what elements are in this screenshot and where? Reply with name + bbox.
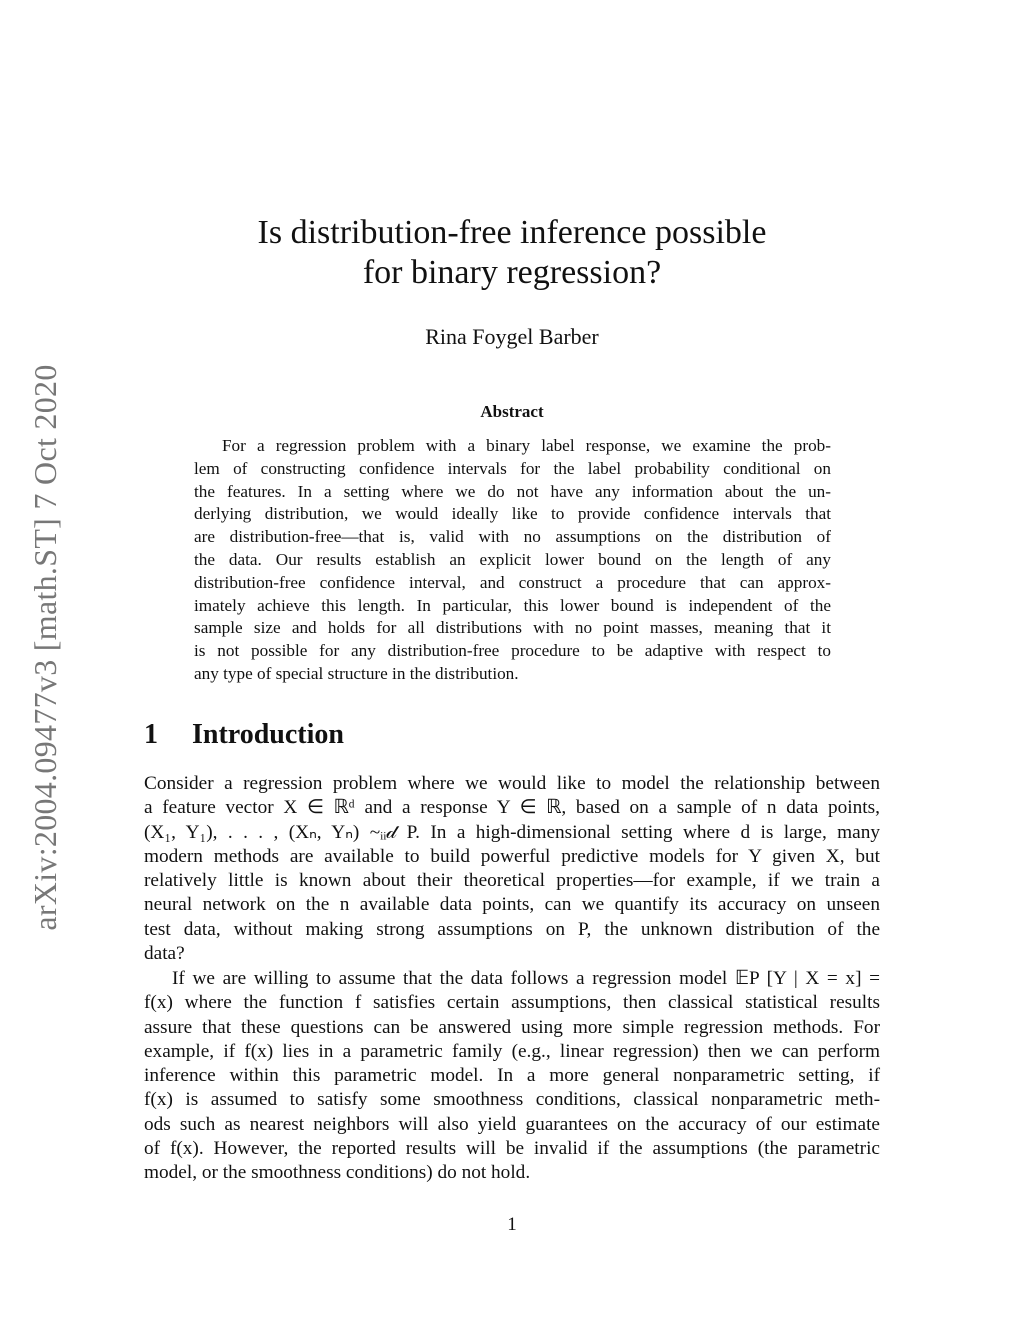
abstract-body (194, 435, 831, 686)
paper-title (200, 213, 824, 293)
section-heading (144, 719, 644, 751)
paragraph-line: test data, without making strong assumptions on P, the unknown distribution of the (144, 918, 880, 940)
paragraph-line: f(x) where the function f satisfies certain assumptions, then classical statistical results (144, 992, 880, 1014)
paragraph-line: inference within this parametric model. In a more general nonparametric setting, if (144, 1065, 880, 1087)
abstract-line: lem of constructing confidence intervals for the label probability conditional on (194, 458, 831, 478)
arxiv-identifier: arXiv:2004.09477v3 [math.ST] 7 Oct 2020 (27, 364, 63, 931)
section-title: Introduction (192, 719, 344, 750)
page-number: 1 (507, 1214, 517, 1235)
paragraph-line: relatively little is known about their theoretical properties—for example, if we train a (144, 870, 880, 892)
abstract-line: imately achieve this length. In particular, this lower bound is independent of the (194, 595, 831, 615)
paragraph-line: (X₁, Y₁), . . . , (Xₙ, Yₙ) ~ᵢᵢ𝒹 P. In a high-dimensional setting where d is large, many (144, 821, 880, 843)
paragraph-line: Consider a regression problem where we would like to model the relationship between (144, 773, 880, 794)
author-name: Rina Foygel Barber (425, 324, 599, 349)
paragraph-line: assure that these questions can be answered using more simple regression methods. For (144, 1016, 880, 1038)
intro-paragraph-1 (144, 772, 880, 966)
abstract-line: derlying distribution, we would ideally like to provide confidence intervals that (194, 504, 831, 524)
abstract-line: the data. Our results establish an explicit lower bound on the length of any (194, 549, 831, 569)
abstract-line: any type of special structure in the distribution. (194, 663, 519, 683)
paragraph-line: neural network on the n available data points, can we quantify its accuracy on unseen (144, 894, 880, 916)
arxiv-sidebar (22, 350, 68, 945)
abstract-line: sample size and holds for all distributions with no point masses, meaning that it (194, 618, 831, 638)
abstract-line: the features. In a setting where we do not have any information about the un- (194, 481, 831, 501)
abstract-line: For a regression problem with a binary label response, we examine the prob- (222, 436, 831, 455)
paragraph-line: a feature vector X ∈ ℝᵈ and a response Y ∈ ℝ, based on a sample of n data points, (144, 797, 880, 819)
paragraph-line: model, or the smoothness conditions) do not hold. (144, 1162, 531, 1184)
abstract-line: is not possible for any distribution-free procedure to be adaptive with respect to (194, 641, 831, 661)
paragraph-line: ods such as nearest neighbors will also yield guarantees on the accuracy of our estimate (144, 1113, 880, 1135)
paragraph-line: modern methods are available to build powerful predictive models for Y given X, but (144, 845, 880, 867)
title-line: Is distribution-free inference possible (257, 214, 767, 251)
section-number: 1 (144, 719, 158, 750)
paragraph-line: example, if f(x) lies in a parametric family (e.g., linear regression) then we can perform (144, 1040, 880, 1062)
paragraph-line: of f(x). However, the reported results will be invalid if the assumptions (the parametric (144, 1138, 880, 1160)
abstract-line: distribution-free confidence interval, and construct a procedure that can approx- (194, 572, 831, 592)
title-line: for binary regression? (362, 254, 662, 291)
paragraph-line: If we are willing to assume that the data follows a regression model 𝔼P [Y | X = x] = (172, 968, 880, 989)
paragraph-line: f(x) is assumed to satisfy some smoothness conditions, classical nonparametric meth- (144, 1089, 880, 1111)
intro-paragraph-2 (144, 967, 880, 1186)
paragraph-line: data? (144, 943, 185, 965)
abstract-line: are distribution-free—that is, valid with no assumptions on the distribution of (194, 527, 831, 547)
abstract-heading: Abstract (480, 402, 544, 421)
